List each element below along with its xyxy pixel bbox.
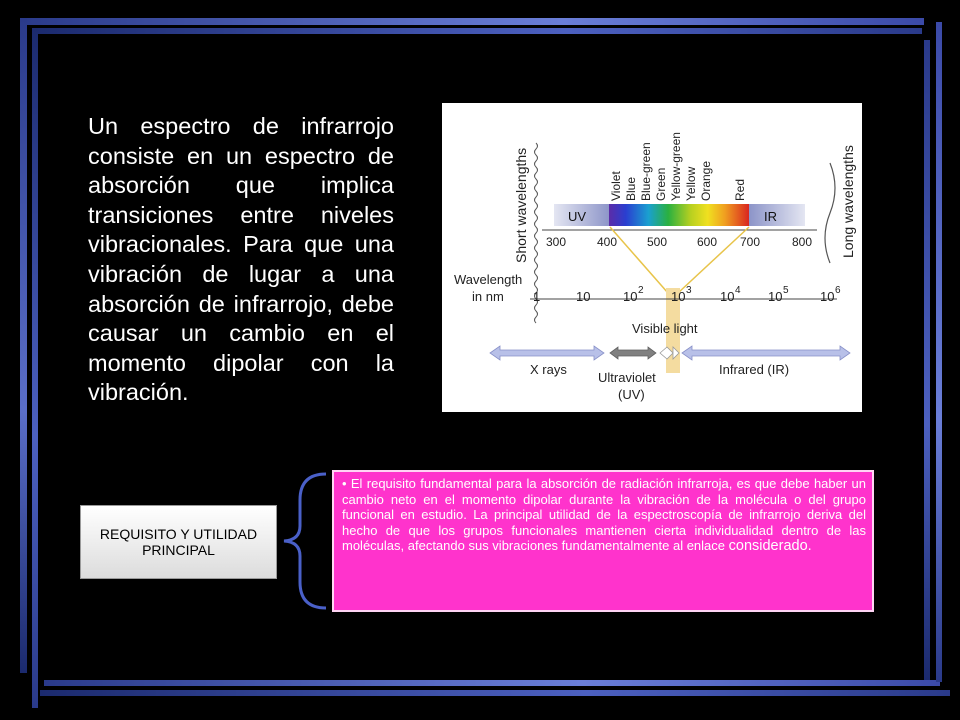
color-label-orange: Orange bbox=[699, 160, 713, 201]
infrared-arrow bbox=[682, 346, 850, 360]
color-label-blue: Blue bbox=[624, 176, 638, 201]
frame-left-inner bbox=[32, 28, 38, 708]
long-wavelengths-label: Long wavelengths bbox=[840, 145, 856, 258]
frame-top-inner bbox=[32, 28, 922, 34]
spectrum-svg bbox=[442, 103, 862, 412]
short-wavelengths-label: Short wavelengths bbox=[513, 147, 529, 263]
wavelength-label: Wavelength bbox=[454, 272, 523, 287]
ir-label: IR bbox=[764, 209, 777, 224]
frame-right-inner bbox=[924, 40, 930, 680]
color-label-blue-green: Blue-green bbox=[639, 142, 653, 201]
log-tick-10: 10 bbox=[576, 289, 591, 304]
log-tick-1: 1 bbox=[533, 289, 541, 304]
main-paragraph: Un espectro de infrarrojo consiste en un espectro de absorción que implica transiciones entre niveles vibracionales. Para que una vibración de lugar a una absorción de infrarrojo, debe causar un cambio en el momento dipolar con la vibración. bbox=[88, 113, 394, 406]
tick-800: 800 bbox=[792, 235, 813, 249]
log-tick-100-base: 10 bbox=[623, 289, 638, 304]
tick-500: 500 bbox=[647, 235, 668, 249]
tick-700: 700 bbox=[740, 235, 761, 249]
color-label-violet: Violet bbox=[609, 171, 623, 201]
log-tick-100000-base: 10 bbox=[768, 289, 783, 304]
frame-left-outer bbox=[20, 18, 27, 673]
brace-icon bbox=[282, 470, 332, 612]
bullet-box bbox=[332, 470, 874, 612]
tick-300: 300 bbox=[546, 235, 567, 249]
frame-right-outer bbox=[936, 22, 942, 682]
color-label-yellow: Yellow bbox=[684, 166, 698, 201]
x-rays-arrow bbox=[490, 346, 604, 360]
color-label-red: Red bbox=[733, 178, 747, 201]
ultraviolet-arrow bbox=[610, 347, 656, 359]
requisito-box: REQUISITO Y UTILIDAD PRINCIPAL bbox=[80, 505, 277, 579]
ir-band bbox=[749, 204, 805, 226]
infrared-label: Infrared (IR) bbox=[719, 362, 790, 377]
tick-400: 400 bbox=[597, 235, 618, 249]
long-wave-icon bbox=[825, 163, 835, 263]
frame-top-outer bbox=[20, 18, 924, 25]
x-rays-label: X rays bbox=[530, 362, 567, 377]
visible-light-label: Visible light bbox=[632, 321, 698, 336]
log-tick-1000000-base: 10 bbox=[820, 289, 835, 304]
uv-label: UV bbox=[568, 209, 587, 224]
bullet-text-last: considerado. bbox=[728, 538, 812, 555]
frame-bottom-outer bbox=[40, 690, 950, 696]
log-tick-100-exp: 2 bbox=[638, 285, 644, 296]
log-tick-1000000-exp: 6 bbox=[835, 285, 841, 296]
color-label-green: Green bbox=[654, 167, 668, 201]
ultraviolet-label: Ultraviolet bbox=[598, 370, 656, 385]
log-tick-100000-exp: 5 bbox=[783, 285, 789, 296]
log-tick-10000-exp: 4 bbox=[735, 285, 741, 296]
spectrum-diagram bbox=[442, 103, 862, 412]
log-tick-10000-base: 10 bbox=[720, 289, 735, 304]
color-label-yellow-green: Yellow-green bbox=[669, 132, 683, 201]
bullet-text: El requisito fundamental para la absorción de radiación infrarroja, es que debe haber un cambio neto en el momento dipolar durante la vibración de la molécula o del grupo funcional en estudio. La principal utilidad de la espectroscopía de infrarrojo deriva del hecho de que los grupos funcionales mantienen cierta individualidad dentro de las moléculas, afectando sus vibraciones fundamentalmente al enlace bbox=[342, 476, 866, 554]
visible-band bbox=[609, 204, 750, 226]
frame-bottom-inner bbox=[44, 680, 940, 686]
bullet-symbol: • bbox=[342, 476, 347, 491]
log-tick-1000-base: 10 bbox=[671, 289, 686, 304]
log-tick-1000-exp: 3 bbox=[686, 285, 692, 296]
uv-abbr-label: (UV) bbox=[618, 387, 645, 402]
tick-600: 600 bbox=[697, 235, 718, 249]
in-nm-label: in nm bbox=[472, 289, 504, 304]
